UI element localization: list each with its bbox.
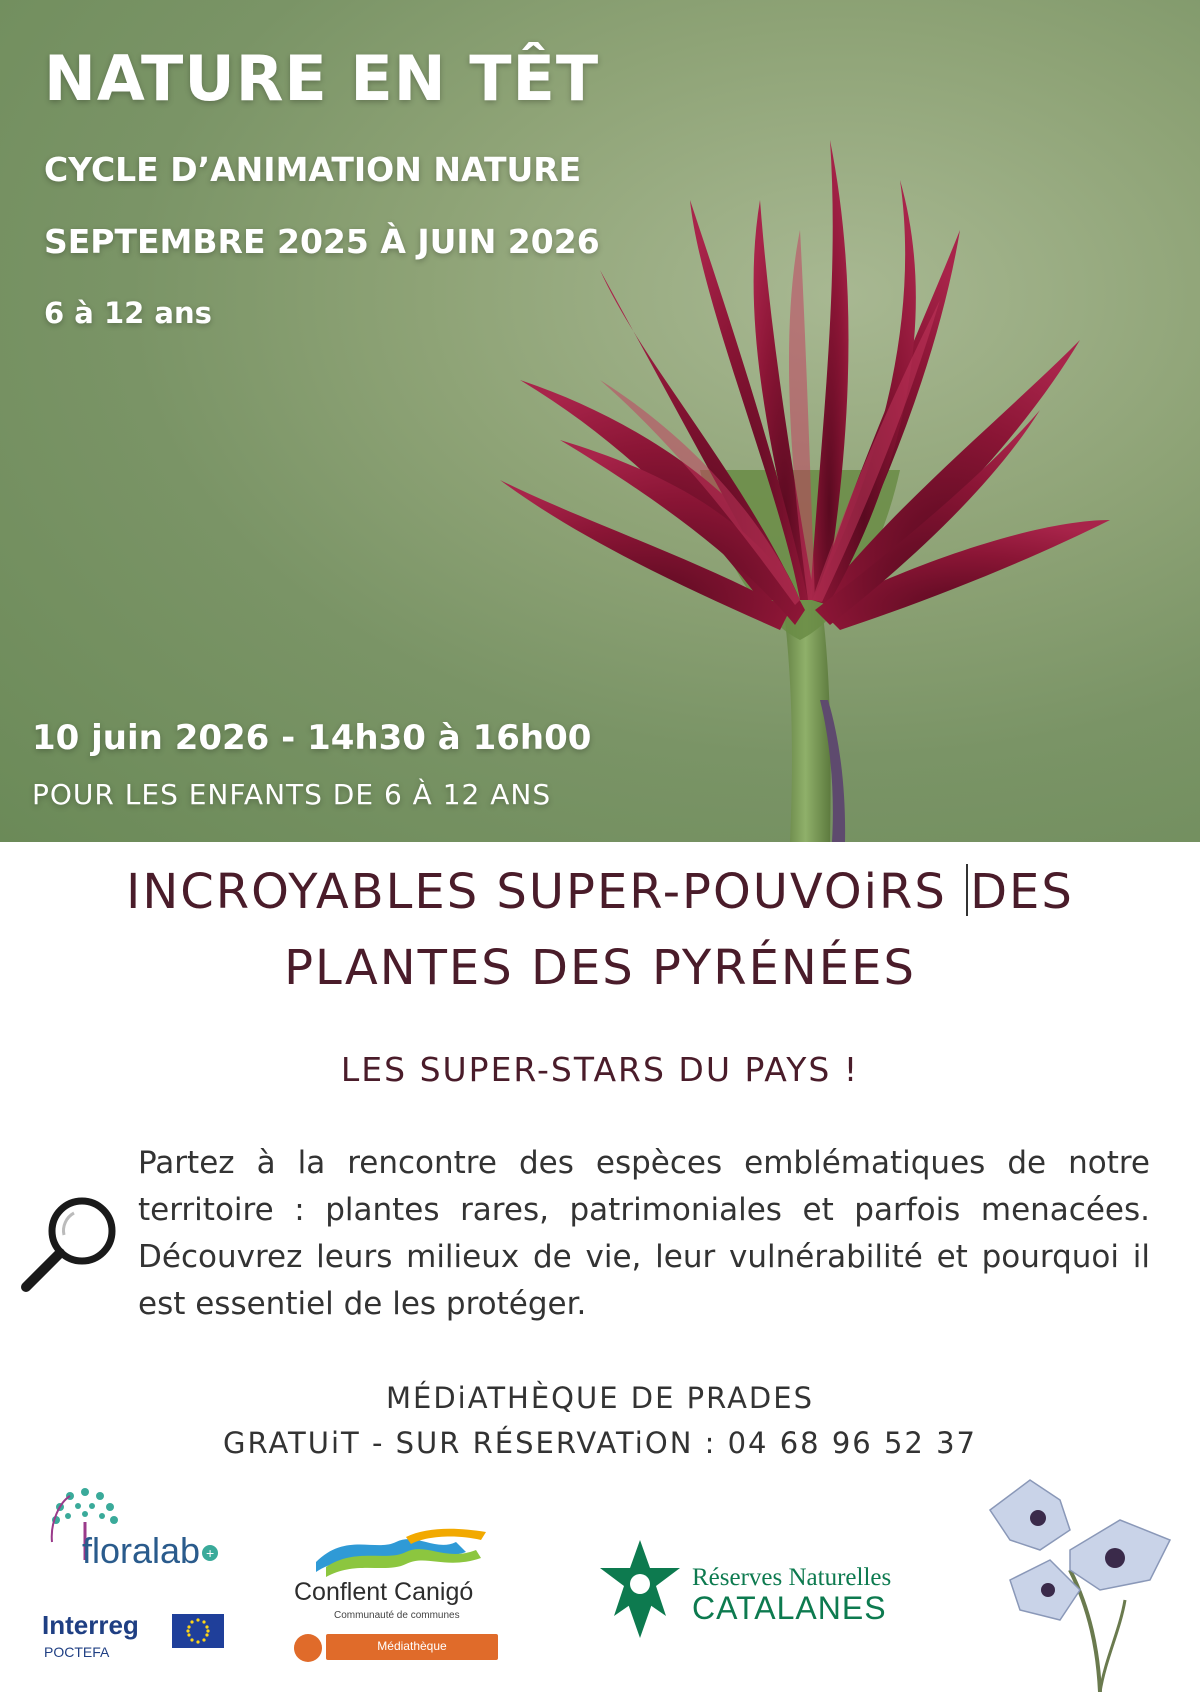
event-subtitle: LES SUPER-STARS DU PAYS ! — [340, 1050, 860, 1089]
event-title-line2: PLANTES DES PYRÉNÉES — [284, 940, 916, 996]
interreg-logo — [42, 1610, 232, 1670]
magnifier-icon — [20, 1185, 130, 1295]
age-range: 6 à 12 ans — [44, 296, 212, 330]
text-cursor — [966, 864, 968, 916]
interreg-program: POCTEFA — [44, 1644, 110, 1660]
book-icon — [294, 1634, 322, 1662]
hero-photo — [0, 0, 1200, 842]
event-title-line1 — [0, 864, 1200, 920]
catalan-star-icon — [594, 1538, 686, 1642]
mediatheque-banner — [326, 1634, 498, 1660]
bellflower-illustration — [950, 1460, 1190, 1692]
floralab-name: floralab + — [82, 1530, 218, 1572]
event-title-part1: INCROYABLES SUPER-POUVOiRS — [126, 864, 965, 920]
booking-info: GRATUiT - SUR RÉSERVATiON : 04 68 96 52 37 — [223, 1426, 977, 1460]
mediatheque-label: Médiathèque — [377, 1639, 447, 1653]
rnc-name-line1: Réserves Naturelles — [692, 1564, 892, 1591]
season-dates: SEPTEMBRE 2025 À JUIN 2026 — [44, 222, 600, 261]
venue: MÉDiATHÈQUE DE PRADES — [386, 1381, 814, 1415]
reserves-naturelles-catalanes-logo — [594, 1538, 934, 1648]
mountain-wave-icon — [306, 1522, 506, 1582]
eu-flag-icon — [172, 1614, 224, 1648]
rnc-name-line2: CATALANES — [692, 1590, 887, 1626]
floralab-logo — [40, 1482, 230, 1592]
event-title-part2: DES — [970, 864, 1074, 920]
conflent-subtitle: Communauté de communes — [334, 1610, 460, 1621]
event-datetime: 10 juin 2026 - 14h30 à 16h00 — [32, 718, 592, 758]
audience-label: POUR LES ENFANTS DE 6 À 12 ANS — [32, 778, 552, 811]
cycle-label: CYCLE D’ANIMATION NATURE — [44, 150, 582, 189]
event-description: Partez à la rencontre des espèces emblématiques de notre territoire : plantes rares, patrimoniales et parfois menacées. Découvrez leurs milieux de vie, leur vulnérabilité et pourquoi il est essentiel de les protéger. — [138, 1145, 1150, 1322]
conflent-canigo-logo — [286, 1522, 526, 1672]
conflent-name: Conflent Canigó — [294, 1578, 474, 1606]
hero-flower-illustration — [0, 0, 1200, 842]
interreg-name: Interreg — [42, 1610, 139, 1640]
series-title: NATURE EN TÊT — [44, 42, 600, 115]
